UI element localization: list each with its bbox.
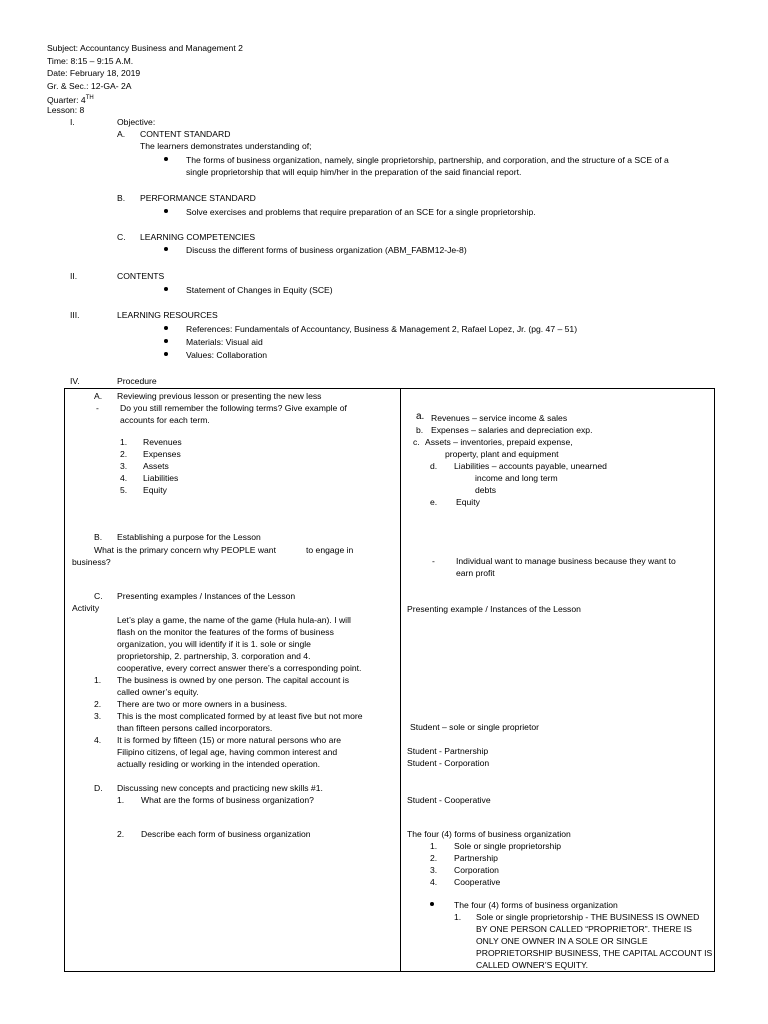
date-line: Date: February 18, 2019 bbox=[47, 68, 141, 78]
term-revenues: Revenues bbox=[143, 437, 182, 447]
step-b-letter: B. bbox=[94, 532, 103, 542]
contents-heading: CONTENTS bbox=[117, 271, 165, 281]
answer-b-letter: b. bbox=[416, 425, 424, 435]
clue-num: 4. bbox=[94, 735, 102, 745]
form-cooperative: Cooperative bbox=[454, 877, 501, 887]
form-sole: Sole or single proprietorship bbox=[454, 841, 562, 851]
student-answer-3: Student - Corporation bbox=[407, 758, 490, 768]
quarter-sup: TH bbox=[85, 95, 94, 101]
procedure-heading: Procedure bbox=[117, 376, 157, 386]
term-num: 2. bbox=[120, 449, 128, 459]
resources-item-references: References: Fundamentals of Accountancy, Business & Management 2, Rafael Lopez, Jr. (pg. 47 – 51) bbox=[186, 324, 578, 334]
bullet-icon bbox=[164, 209, 168, 213]
step-d-title: Discussing new concepts and practicing new skills #1. bbox=[117, 783, 323, 793]
profit-answer: Individual want to manage business because they want to bbox=[456, 556, 676, 566]
bullet-icon bbox=[164, 339, 168, 343]
content-standard-bullet-cont: single proprietorship that will equip him/her in the preparation of the said financial report. bbox=[186, 167, 522, 177]
game-instructions: cooperative, every correct answer there’s a corresponding point. bbox=[117, 663, 362, 673]
lesson-line: Lesson: 8 bbox=[47, 105, 85, 115]
section-num-contents: II. bbox=[70, 271, 78, 281]
step-a-dash: - bbox=[96, 403, 99, 413]
bullet-icon bbox=[164, 247, 168, 251]
form-num: 4. bbox=[430, 877, 438, 887]
presenting-heading: Presenting example / Instances of the Lesson bbox=[407, 604, 581, 614]
bullet-icon bbox=[430, 902, 434, 906]
sole-definition: PROPRIETORSHIP BUSINESS, THE CAPITAL ACCOUNT IS bbox=[476, 948, 713, 958]
bullet-icon bbox=[164, 287, 168, 291]
performance-standard-letter: B. bbox=[117, 193, 126, 203]
purpose-question-end: to engage in bbox=[306, 545, 354, 555]
step-c-letter: C. bbox=[94, 591, 103, 601]
content-standard-heading: CONTENT STANDARD bbox=[140, 129, 231, 139]
review-question: Do you still remember the following terms? Give example of bbox=[120, 403, 347, 413]
answer-revenues: Revenues – service income & sales bbox=[431, 413, 568, 423]
step-c-title: Presenting examples / Instances of the Lesson bbox=[117, 591, 296, 601]
performance-standard-heading: PERFORMANCE STANDARD bbox=[140, 193, 256, 203]
term-num: 1. bbox=[120, 437, 128, 447]
answer-d-letter: d. bbox=[430, 461, 438, 471]
game-instructions: Let’s play a game, the name of the game (Hula hula-an). I will bbox=[117, 615, 351, 625]
content-standard-text: The learners demonstrates understanding of; bbox=[140, 141, 312, 151]
student-answer-2: Student - Partnership bbox=[407, 746, 489, 756]
game-instructions: flash on the monitor the features of the forms of business bbox=[117, 627, 334, 637]
bullet-icon bbox=[164, 326, 168, 330]
activity-label: Activity bbox=[72, 603, 100, 613]
bullet-icon bbox=[164, 352, 168, 356]
step-b-title: Establishing a purpose for the Lesson bbox=[117, 532, 261, 542]
clue-text: It is formed by fifteen (15) or more natural persons who are bbox=[117, 735, 342, 745]
purpose-question-cont: business? bbox=[72, 557, 111, 567]
form-num: 1. bbox=[430, 841, 438, 851]
question-describe: Describe each form of business organization bbox=[141, 829, 311, 839]
game-instructions: proprietorship, 2. partnership, 3. corporation and 4. bbox=[117, 651, 311, 661]
term-assets: Assets bbox=[143, 461, 169, 471]
resources-heading: LEARNING RESOURCES bbox=[117, 310, 218, 320]
answer-liabilities: Liabilities – accounts payable, unearned bbox=[454, 461, 607, 471]
answer-c-letter: c. bbox=[413, 437, 420, 447]
sole-definition: Sole or single proprietorship - THE BUSINESS IS OWNED bbox=[476, 912, 700, 922]
section-num-procedure: IV. bbox=[70, 376, 80, 386]
profit-dash: - bbox=[432, 556, 435, 566]
step-d-letter: D. bbox=[94, 783, 103, 793]
sole-definition: CALLED OWNER’S EQUITY. bbox=[476, 960, 589, 970]
answer-liabilities-cont: income and long term bbox=[475, 473, 558, 483]
form-partnership: Partnership bbox=[454, 853, 498, 863]
bullet-icon bbox=[164, 157, 168, 161]
subject-line: Subject: Accountancy Business and Management 2 bbox=[47, 43, 243, 53]
term-equity: Equity bbox=[143, 485, 167, 495]
clue-text: Filipino citizens, of legal age, having common interest and bbox=[117, 747, 338, 757]
resources-item-values: Values: Collaboration bbox=[186, 350, 268, 360]
question-forms: What are the forms of business organization? bbox=[141, 795, 314, 805]
resources-item-materials: Materials: Visual aid bbox=[186, 337, 263, 347]
clue-num: 1. bbox=[94, 675, 102, 685]
clue-text: actually residing or working in the intended operation. bbox=[117, 759, 321, 769]
time-line: Time: 8:15 – 9:15 A.M. bbox=[47, 56, 134, 66]
sole-definition: BY ONE PERSON CALLED “PROPRIETOR”. THERE IS bbox=[476, 924, 692, 934]
form-num: 3. bbox=[430, 865, 438, 875]
performance-standard-bullet: Solve exercises and problems that require preparation of an SCE for a single proprietorship. bbox=[186, 207, 536, 217]
student-answer-4: Student - Cooperative bbox=[407, 795, 491, 805]
answer-expenses: Expenses – salaries and depreciation exp. bbox=[431, 425, 593, 435]
step-a-letter: A. bbox=[94, 391, 103, 401]
term-expenses: Expenses bbox=[143, 449, 181, 459]
four-forms-heading: The four (4) forms of business organization bbox=[407, 829, 571, 839]
clue-num: 3. bbox=[94, 711, 102, 721]
answer-a-letter: a. bbox=[416, 411, 425, 422]
objective-heading: Objective: bbox=[117, 117, 156, 127]
purpose-question: What is the primary concern why PEOPLE want bbox=[94, 545, 276, 555]
question-num: 1. bbox=[117, 795, 125, 805]
contents-bullet: Statement of Changes in Equity (SCE) bbox=[186, 285, 333, 295]
answer-liabilities-cont: debts bbox=[475, 485, 497, 495]
learning-competencies-heading: LEARNING COMPETENCIES bbox=[140, 232, 256, 242]
review-question-cont: accounts for each term. bbox=[120, 415, 210, 425]
answer-equity: Equity bbox=[456, 497, 480, 507]
answer-assets: Assets – inventories, prepaid expense, bbox=[425, 437, 573, 447]
sole-definition: ONLY ONE OWNER IN A SOLE OR SINGLE bbox=[476, 936, 648, 946]
form-corporation: Corporation bbox=[454, 865, 499, 875]
term-num: 4. bbox=[120, 473, 128, 483]
step-a-title: Reviewing previous lesson or presenting the new less bbox=[117, 391, 322, 401]
four-forms-bullet-heading: The four (4) forms of business organization bbox=[454, 900, 618, 910]
clue-text: The business is owned by one person. The capital account is bbox=[117, 675, 350, 685]
term-liabilities: Liabilities bbox=[143, 473, 179, 483]
term-num: 5. bbox=[120, 485, 128, 495]
profit-answer-cont: earn profit bbox=[456, 568, 495, 578]
learning-competencies-bullet: Discuss the different forms of business organization (ABM_FABM12-Je-8) bbox=[186, 245, 467, 255]
form-num: 2. bbox=[430, 853, 438, 863]
section-line: Gr. & Sec.: 12-GA- 2A bbox=[47, 81, 132, 91]
section-num-resources: III. bbox=[70, 310, 80, 320]
game-instructions: organization, you will identify if it is 1. sole or single bbox=[117, 639, 311, 649]
answer-assets-cont: property, plant and equipment bbox=[445, 449, 559, 459]
quarter-text: Quarter: 4 bbox=[47, 94, 86, 105]
content-standard-letter: A. bbox=[117, 129, 126, 139]
sole-num: 1. bbox=[454, 912, 462, 922]
clue-num: 2. bbox=[94, 699, 102, 709]
term-num: 3. bbox=[120, 461, 128, 471]
answer-e-letter: e. bbox=[430, 497, 438, 507]
question-num: 2. bbox=[117, 829, 125, 839]
clue-text: This is the most complicated formed by at least five but not more bbox=[117, 711, 363, 721]
content-standard-bullet: The forms of business organization, namely, single proprietorship, partnership, and corporation, and the structure of a SCE of a bbox=[186, 155, 669, 165]
section-num-objective: I. bbox=[70, 117, 75, 127]
clue-text: than fifteen persons called incorporators. bbox=[117, 723, 273, 733]
clue-text: called owner’s equity. bbox=[117, 687, 199, 697]
clue-text: There are two or more owners in a business. bbox=[117, 699, 288, 709]
table-column-divider bbox=[400, 388, 401, 972]
student-answer-1: Student – sole or single proprietor bbox=[410, 722, 539, 732]
learning-competencies-letter: C. bbox=[117, 232, 126, 242]
